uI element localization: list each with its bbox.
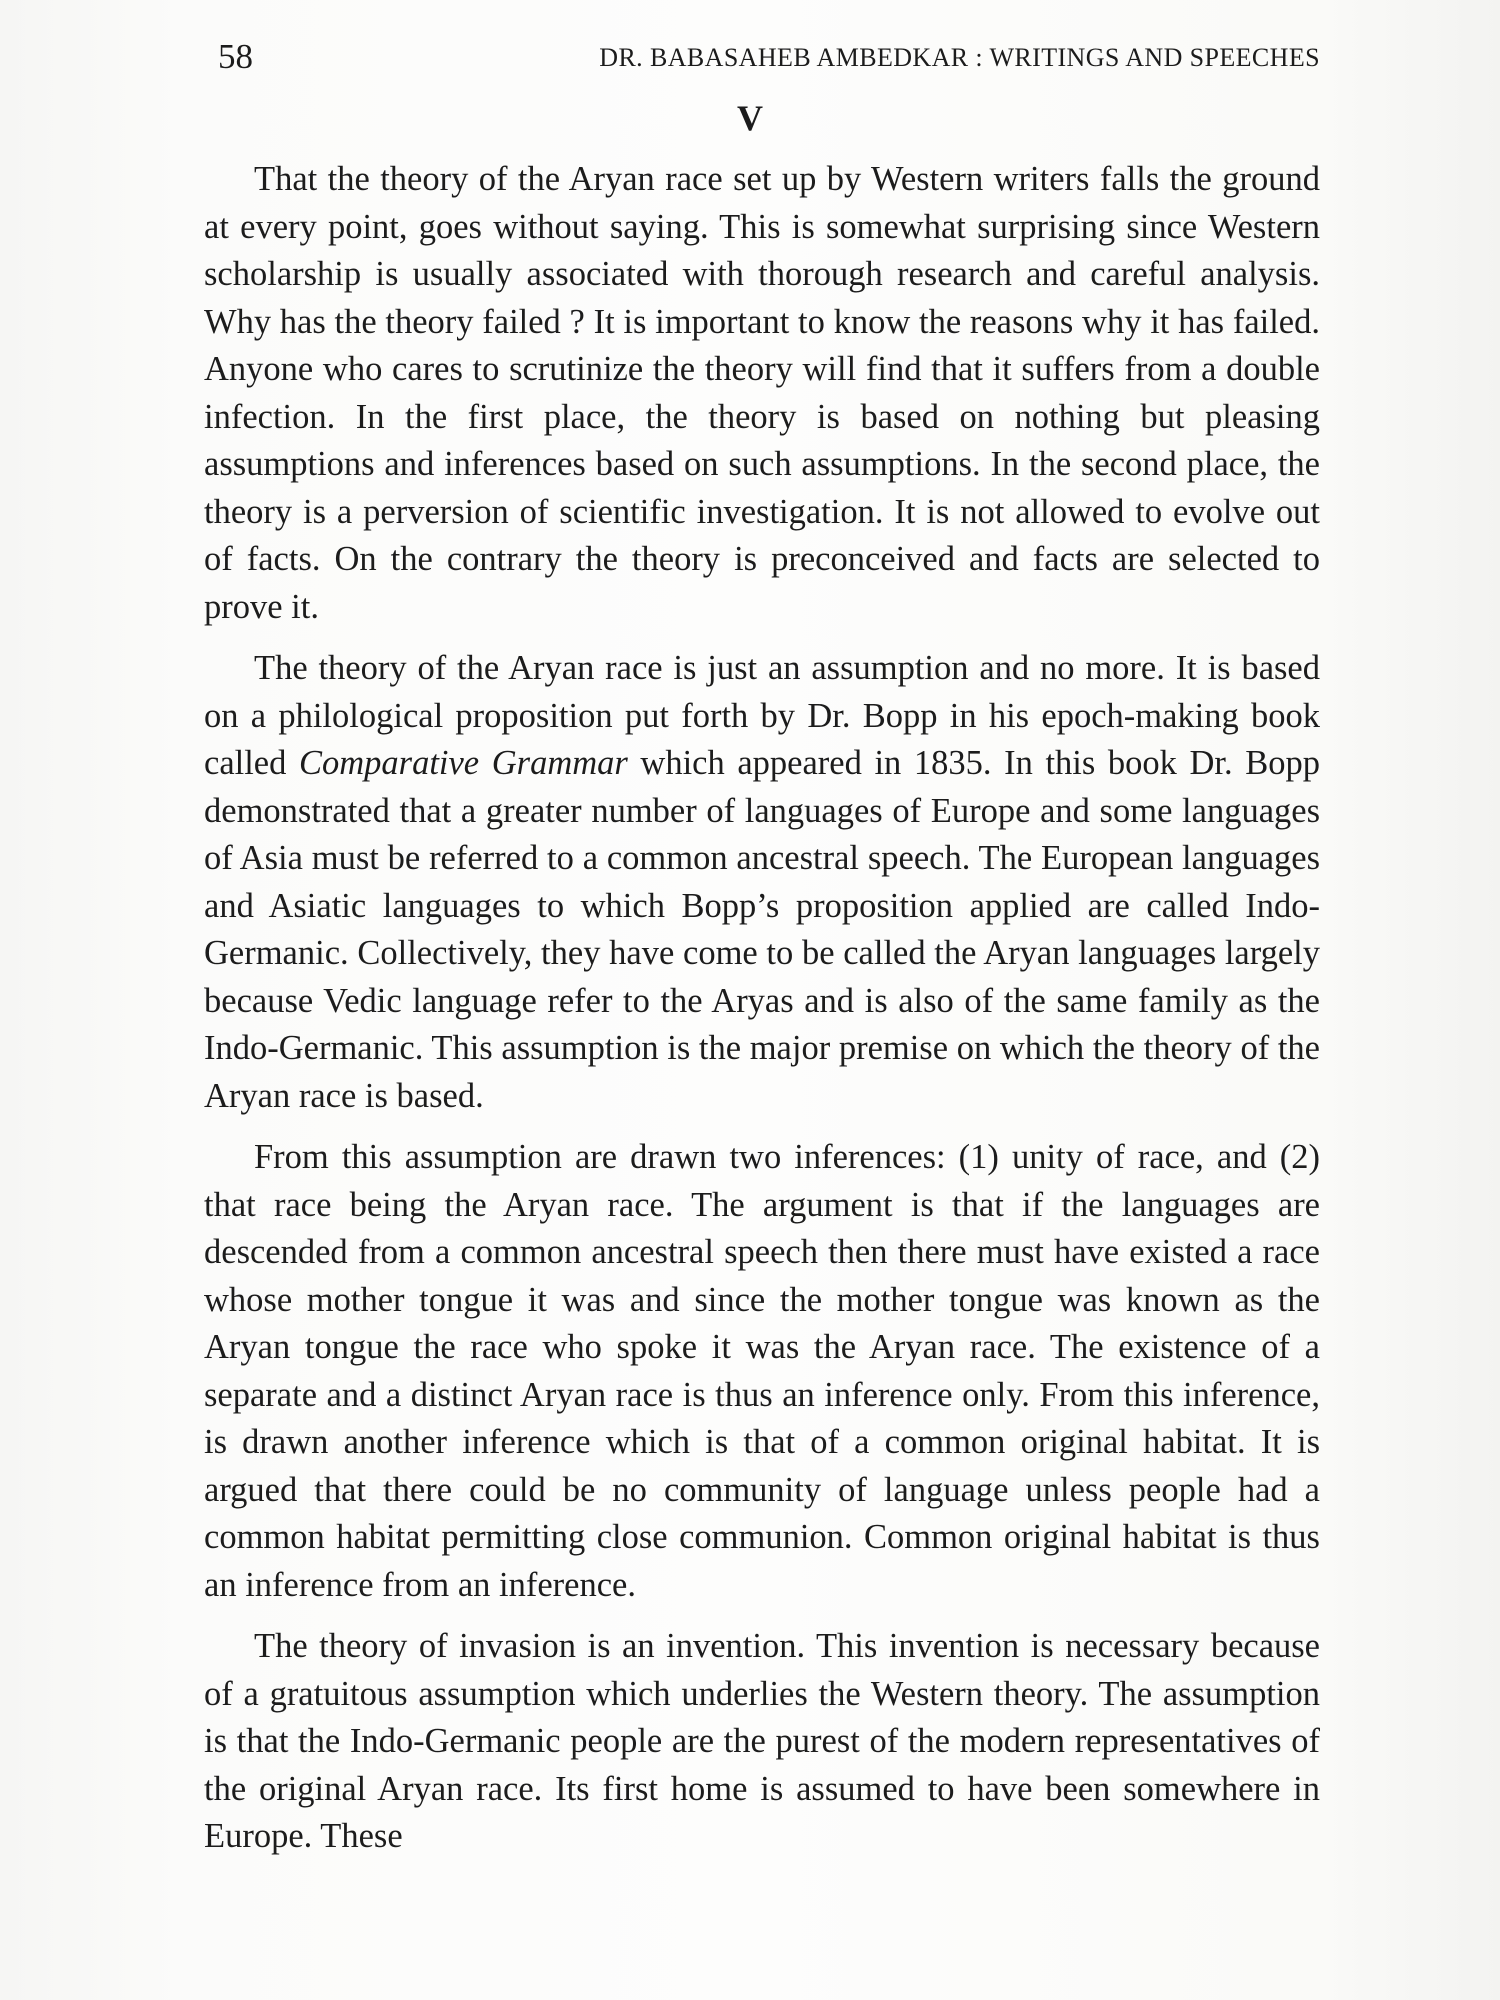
paragraph-2-rest: which appeared in 1835. In this book Dr. Bopp demonstrated that a greater number of languages of Europe and some languages of Asia must be referred to a common ancestral speech. The European languages and Asiatic languages to which Bopp’s proposition applied are called Indo-Germanic. Collectively, they have come to be called the Aryan languages largely because Vedic language refer to the Aryas and is also of the same family as the Indo-Germanic. This assumption is the major premise on which the theory of the Aryan race is based. [204,744,1321,1115]
book-title: Comparative Grammar [298,744,628,782]
section-heading: V [737,98,763,138]
paragraph-2 [204,645,1320,1120]
running-title: DR. BABASAHEB AMBEDKAR : WRITINGS AND SPEECHES [599,43,1320,72]
paragraph-2-lead: The theory of the Aryan race is just an assumption and no more. It is based on a philological proposition put forth by Dr. Bopp in his epoch-making book called [204,649,1320,782]
body-text [204,156,1320,1861]
paragraph-1: That the theory of the Aryan race set up by Western writers falls the ground at every point, goes without saying. This is somewhat surprising since Western scholarship is usually associated with thorough research and careful analysis. Why has the theory failed ? It is important to know the reasons why it has failed. Anyone who cares to scrutinize the theory will find that it suffers from a double infection. In the first place, the theory is based on nothing but pleasing assumptions and inferences based on such assumptions. In the second place, the theory is a perversion of scientific investigation. It is not allowed to evolve out of facts. On the contrary the theory is preconceived and facts are selected to prove it. [204,160,1320,626]
paragraph-3: From this assumption are drawn two inferences: (1) unity of race, and (2) that race being the Aryan race. The argument is that if the languages are descended from a common ancestral speech then there must have existed a race whose mother tongue it was and since the mother tongue was known as the Aryan tongue the race who spoke it was the Aryan race. The existence of a separate and a distinct Aryan race is thus an inference only. From this inference, is drawn another inference which is that of a common original habitat. It is argued that there could be no community of language unless people had a common habitat permitting close communion. Common original habitat is thus an inference from an inference. [204,1138,1320,1604]
page-number: 58 [218,37,253,76]
page-header [218,32,1320,82]
paragraph-4: The theory of invasion is an invention. This invention is necessary because of a gratuitous assumption which underlies the Western theory. The assumption is that the Indo-Germanic people are the purest of the modern representatives of the original Aryan race. Its first home is assumed to have been somewhere in Europe. These [204,1627,1320,1855]
